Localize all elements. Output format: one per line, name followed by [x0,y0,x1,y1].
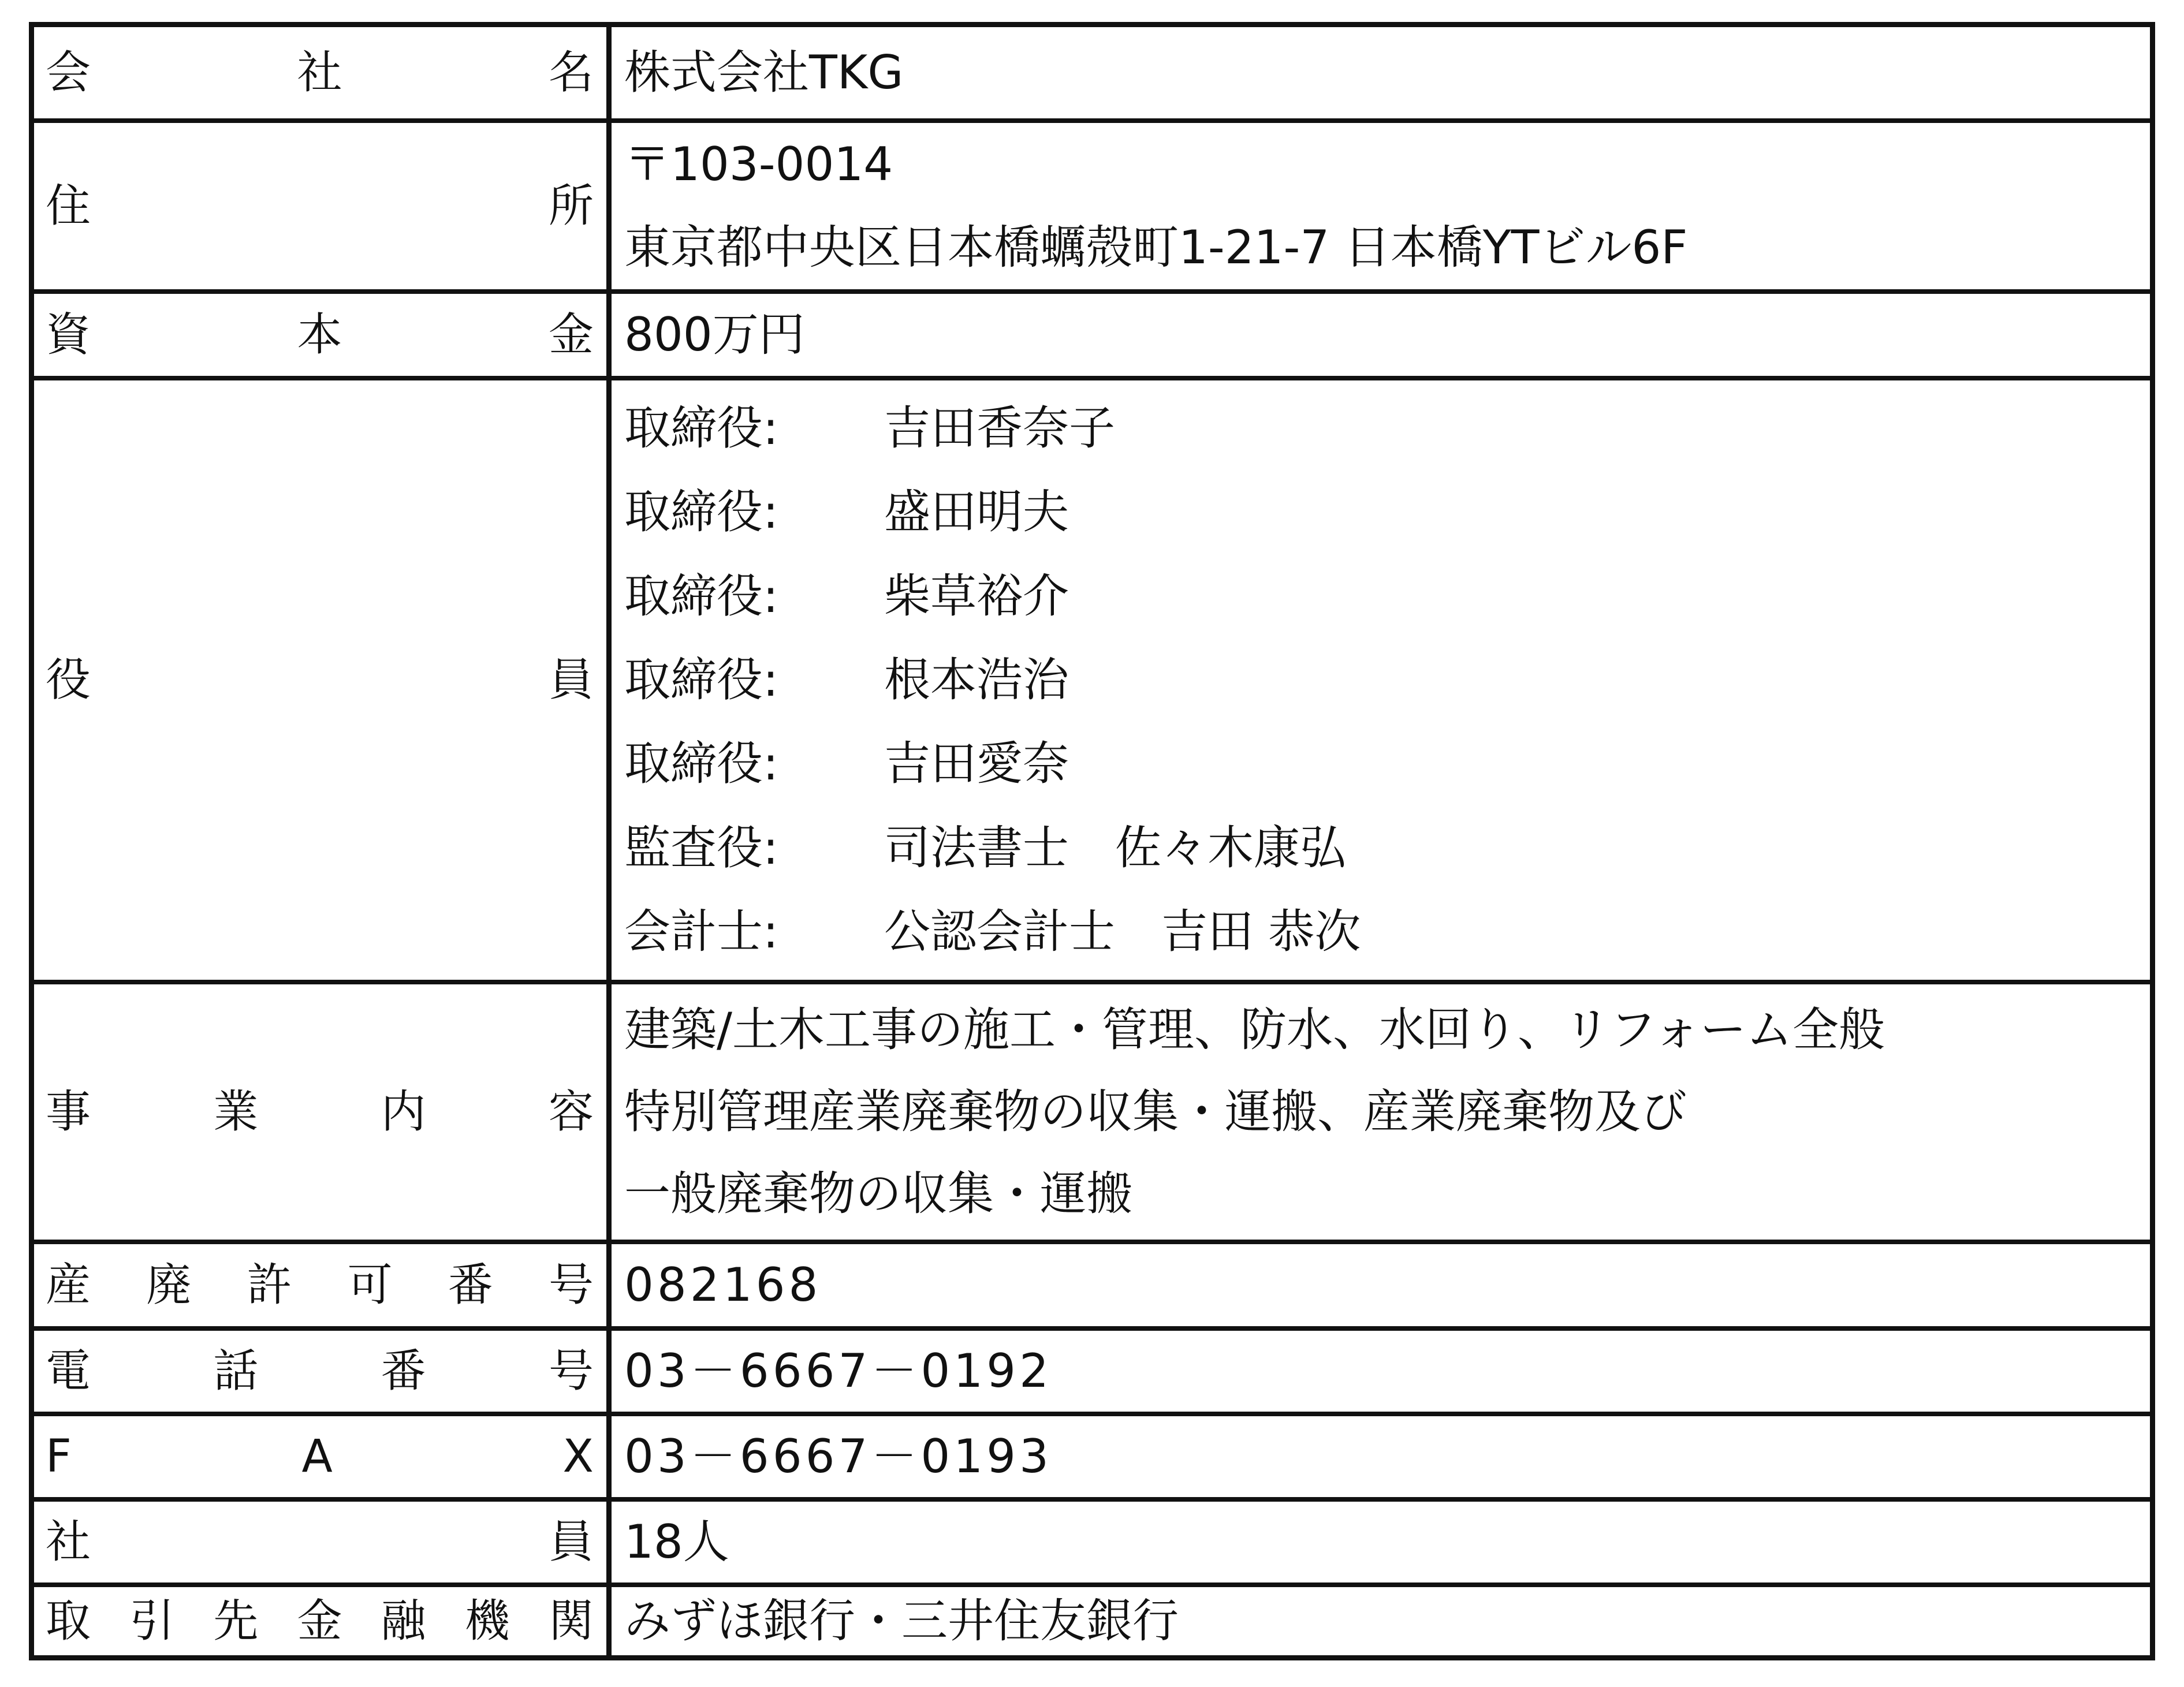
label-char: 員 [548,654,594,706]
officer-name: 公認会計士 吉田 恭次 [884,905,1361,959]
employee-count: 18人 [624,1515,729,1569]
officer-name: 吉田愛奈 [884,737,1069,791]
label-char: 電 [46,1345,91,1397]
officer-entry [624,569,2150,623]
label-char: 番 [448,1259,493,1311]
street-address: 東京都中央区日本橋蠣殻町1-21-7 日本橋YTビル6F [624,221,1688,274]
label-char: 融 [381,1595,426,1647]
value-fax [612,1416,2150,1497]
label-char: 資 [46,309,91,361]
label-capital [34,294,612,376]
license-number: 082168 [624,1258,822,1312]
value-phone [612,1331,2150,1412]
postal-code: 〒103-0014 [624,137,893,191]
capital-amount: 800万円 [624,308,805,361]
label-char: 先 [213,1595,259,1647]
label-char: 員 [548,1516,594,1568]
label-char: 役 [46,654,91,706]
value-company-name [612,27,2150,118]
label-license [34,1244,612,1326]
officer-role: 会計士: [624,905,778,959]
label-char: 社 [297,47,342,99]
business-line: 特別管理産業廃棄物の収集・運搬、産業廃棄物及び [624,1085,1687,1139]
row-officers [34,376,2150,980]
officer-name: 吉田香奈子 [884,401,1115,455]
label-officers [34,380,612,980]
company-name-text: 株式会社TKG [624,46,904,99]
label-char: 内 [381,1086,426,1138]
row-employees [34,1497,2150,1583]
label-char: 名 [548,47,594,99]
label-char: 取 [46,1595,91,1647]
label-char: 社 [46,1516,91,1568]
label-char: 番 [381,1345,426,1397]
value-officers [612,380,2150,980]
label-address [34,123,612,289]
business-line: 一般廃棄物の収集・運搬 [624,1167,1132,1221]
label-char: 廃 [146,1259,192,1311]
label-char: 金 [548,309,594,361]
row-banks [34,1583,2150,1655]
fax-number: 03－6667－0193 [624,1430,1052,1483]
officer-role: 監査役: [624,820,778,875]
label-char: 容 [548,1086,594,1138]
value-address [612,123,2150,289]
value-capital [612,294,2150,376]
officer-name: 柴草裕介 [884,569,1069,623]
label-char: 号 [548,1345,594,1397]
row-business [34,980,2150,1240]
row-company-name [34,27,2150,118]
officer-entry [624,401,2150,455]
label-company-name [34,27,612,118]
officer-name: 盛田明夫 [884,485,1069,539]
label-char: 会 [46,47,91,99]
officer-role: 取締役: [624,737,778,791]
officer-entry [624,652,2150,707]
label-char: 所 [548,180,594,232]
label-banks [34,1587,612,1655]
officer-entry [624,485,2150,539]
row-capital [34,289,2150,376]
label-business [34,984,612,1240]
label-char: 引 [129,1595,175,1647]
phone-number: 03－6667－0192 [624,1344,1052,1398]
label-employees [34,1502,612,1583]
value-employees [612,1502,2150,1583]
company-profile-table [29,22,2155,1660]
label-char: 許 [247,1259,292,1311]
label-char: A [301,1431,333,1483]
label-char: 機 [464,1595,510,1647]
value-license [612,1244,2150,1326]
label-char: 業 [213,1086,259,1138]
value-banks [612,1587,2150,1655]
officer-role: 取締役: [624,485,778,539]
label-char: 産 [46,1259,91,1311]
row-phone [34,1326,2150,1412]
officer-entry [624,820,2150,875]
label-phone [34,1331,612,1412]
label-char: X [562,1431,594,1483]
officer-role: 取締役: [624,569,778,623]
label-char: 金 [297,1595,342,1647]
officer-role: 取締役: [624,652,778,707]
value-business [612,984,2150,1240]
label-char: 事 [46,1086,91,1138]
officer-entry [624,905,2150,959]
label-char: 住 [46,180,91,232]
label-char: F [46,1431,72,1483]
officer-role: 取締役: [624,401,778,455]
officer-name: 司法書士 佐々木康弘 [884,820,1346,875]
row-fax [34,1412,2150,1497]
bank-names: みずほ銀行・三井住友銀行 [624,1594,1179,1648]
officer-entry [624,737,2150,791]
row-address [34,118,2150,289]
label-fax [34,1416,612,1497]
label-char: 関 [548,1595,594,1647]
label-char: 本 [297,309,342,361]
business-line: 建築/土木工事の施工・管理、防水、水回り、リフォーム全般 [624,1003,1885,1057]
row-license [34,1240,2150,1326]
officer-name: 根本浩治 [884,652,1069,707]
label-char: 話 [213,1345,259,1397]
label-char: 号 [548,1259,594,1311]
label-char: 可 [347,1259,393,1311]
